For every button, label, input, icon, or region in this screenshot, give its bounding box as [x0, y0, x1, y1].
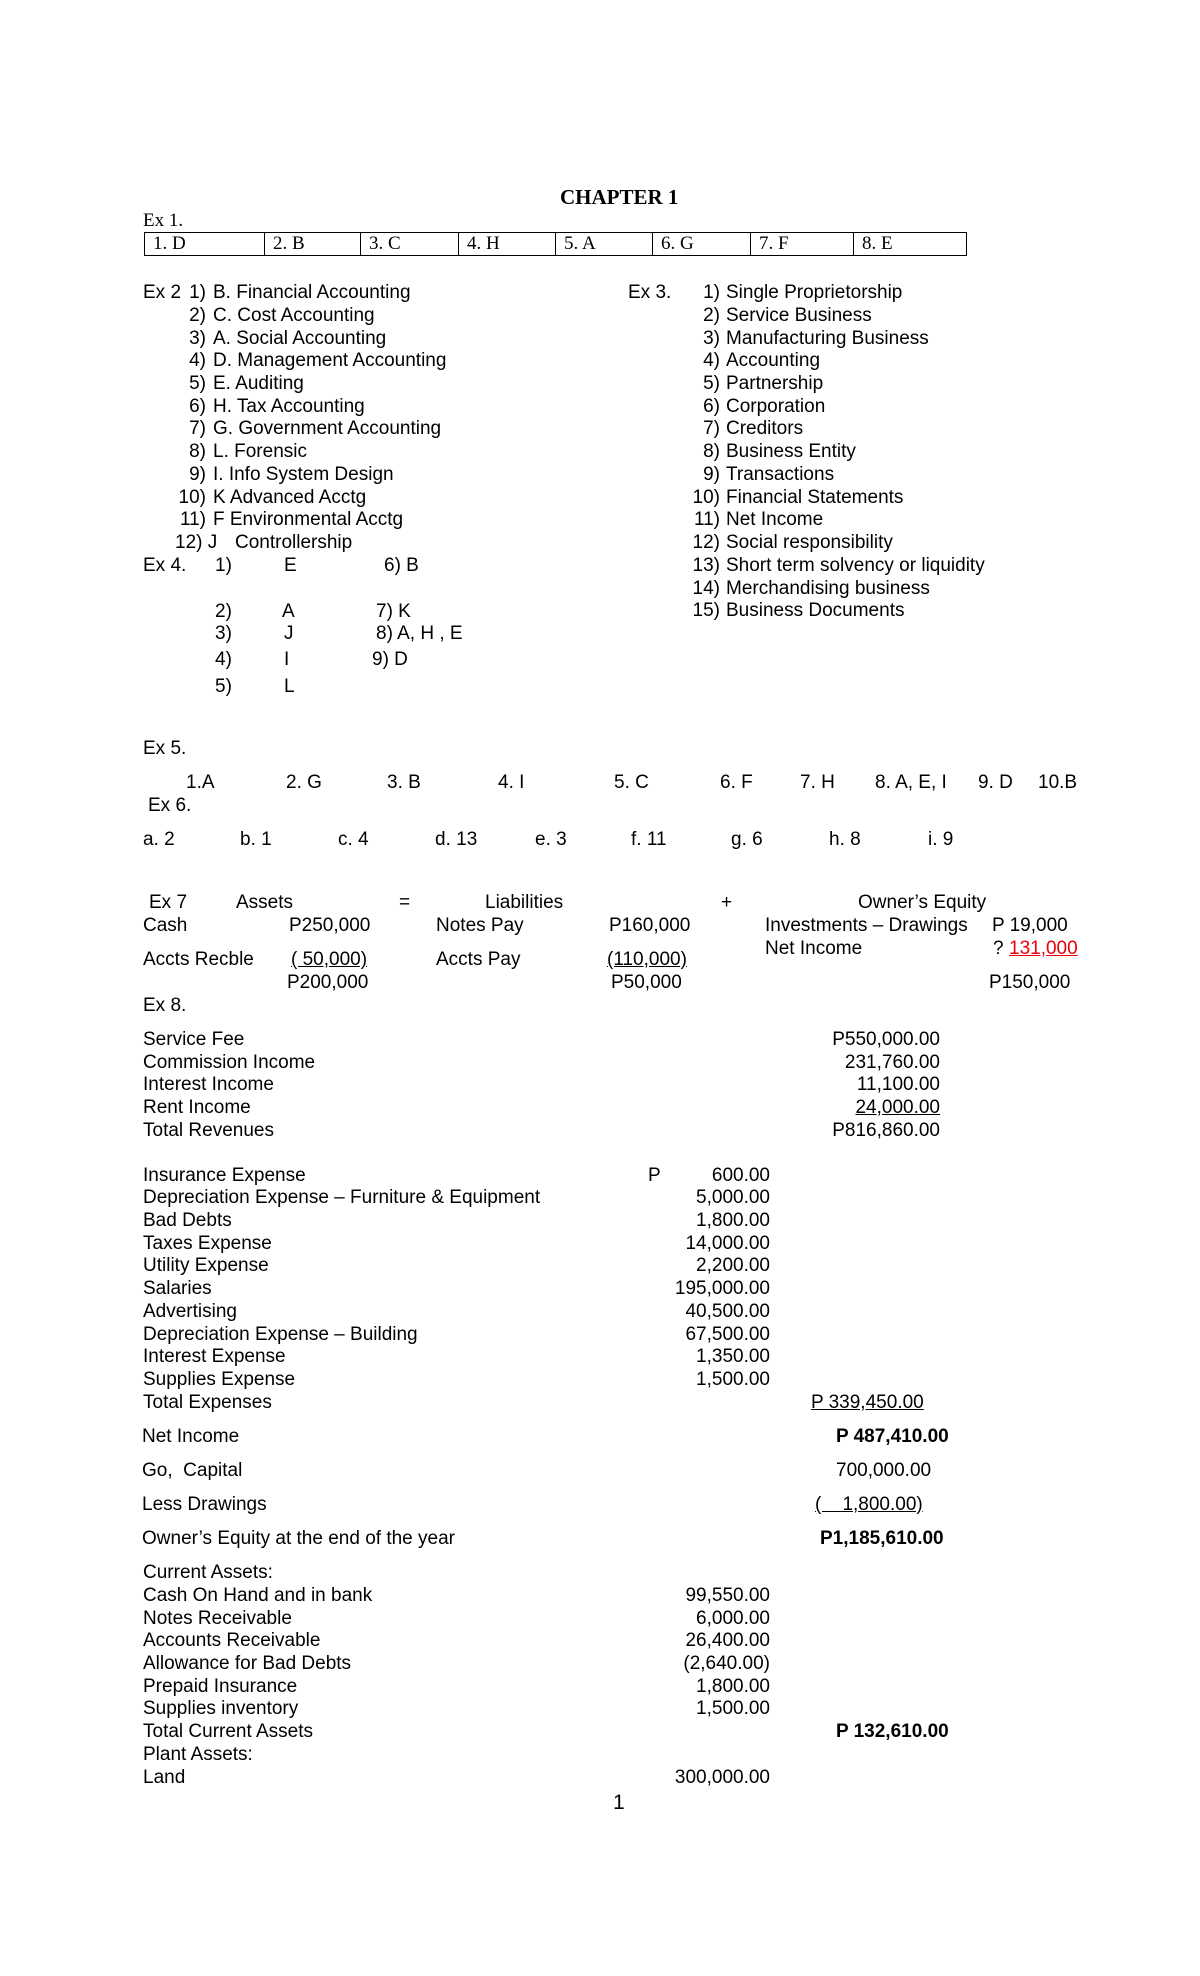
total-current-assets-label: Total Current Assets	[143, 1721, 314, 1742]
asset-value: (2,640.00)	[683, 1653, 770, 1674]
ex1-cell: 2. B	[265, 233, 361, 256]
chapter-title: CHAPTER 1	[560, 185, 679, 209]
ex2-item-number: 6)	[189, 396, 206, 417]
ex2-item-number: 11)	[179, 509, 206, 530]
ex3-item-text: Manufacturing Business	[726, 328, 929, 349]
revenue-label: Rent Income	[143, 1097, 251, 1118]
equity-end-value: P1,185,610.00	[820, 1528, 944, 1549]
expense-value: 600.00	[711, 1165, 770, 1186]
ex3-item-number: 2)	[703, 305, 720, 326]
ex6-answer: f. 11	[631, 829, 667, 850]
ex3-item-number: 10)	[692, 487, 720, 508]
ex5-answer: 9. D	[978, 772, 1013, 793]
ex1-cell: 8. E	[854, 233, 967, 256]
asset-label: Supplies inventory	[143, 1698, 299, 1719]
expense-value: 40,500.00	[685, 1301, 770, 1322]
net-income-label: Net Income	[142, 1426, 240, 1447]
expenses-currency-prefix: P	[648, 1165, 661, 1186]
cash-value: P250,000	[289, 915, 371, 936]
revenue-label: Interest Income	[143, 1074, 274, 1095]
net-income-question-mark: ?	[993, 938, 1004, 959]
ex2-item-number: 8)	[189, 441, 206, 462]
investments-label: Investments – Drawings	[765, 915, 968, 936]
revenue-value: 231,760.00	[844, 1052, 940, 1073]
ex6-answer: h. 8	[829, 829, 861, 850]
ex2-item-number: 1)	[189, 282, 206, 303]
ex3-item-number: 7)	[703, 418, 720, 439]
ex4-item-number: 1)	[215, 555, 232, 576]
ex3-item-number: 3)	[703, 328, 720, 349]
ex5-answer: 4. I	[498, 772, 525, 793]
ex3-item-number: 15)	[692, 600, 720, 621]
ex1-label: Ex 1.	[143, 210, 184, 231]
ex4-item-answer: A	[282, 601, 295, 622]
ex3-item-number: 13)	[692, 555, 720, 576]
revenue-label: Service Fee	[143, 1029, 245, 1050]
ex2-item-number: 7)	[189, 418, 206, 439]
expense-label: Supplies Expense	[143, 1369, 296, 1390]
ex4-item-answer: L	[284, 676, 295, 697]
ex2-item-number: 5)	[189, 373, 206, 394]
asset-label: Notes Receivable	[143, 1608, 292, 1629]
ex5-answer: 5. C	[614, 772, 649, 793]
ex3-item-text: Creditors	[726, 418, 804, 439]
ex2-item-text: K Advanced Acctg	[213, 487, 367, 508]
asset-label: Cash On Hand and in bank	[143, 1585, 373, 1606]
revenue-label: Commission Income	[143, 1052, 316, 1073]
expense-label: Interest Expense	[143, 1346, 286, 1367]
ex3-item-number: 14)	[692, 578, 720, 599]
expense-value: 2,200.00	[696, 1255, 770, 1276]
net-income-value: 131,000	[1009, 938, 1078, 959]
ex1-cell: 4. H	[459, 233, 556, 256]
notes-pay-value: P160,000	[609, 915, 691, 936]
total-revenues-label: Total Revenues	[143, 1120, 274, 1141]
ex3-item-text: Financial Statements	[726, 487, 904, 508]
asset-value: 1,800.00	[696, 1676, 770, 1697]
investments-value: P 19,000	[992, 915, 1068, 936]
expense-value: 14,000.00	[685, 1233, 770, 1254]
asset-value: 99,550.00	[685, 1585, 770, 1606]
ex4-item-number: 2)	[215, 601, 232, 622]
ex1-cell: 5. A	[556, 233, 653, 256]
ex2-item-number: 3)	[189, 328, 206, 349]
ex5-answer: 8. A, E, I	[875, 772, 947, 793]
ex6-answer: i. 9	[928, 829, 954, 850]
ex3-item-number: 6)	[703, 396, 720, 417]
ex6-label: Ex 6.	[148, 795, 192, 816]
ex1-cell: 7. F	[751, 233, 854, 256]
expense-label: Advertising	[143, 1301, 237, 1322]
revenue-value: P550,000.00	[832, 1029, 940, 1050]
ex4-label: Ex 4.	[143, 555, 187, 576]
accts-pay-value: (110,000)	[607, 949, 687, 970]
expense-value: 67,500.00	[685, 1324, 770, 1345]
asset-label: Accounts Receivable	[143, 1630, 321, 1651]
ex2-label: Ex 2	[143, 282, 182, 303]
ex3-item-number: 4)	[703, 350, 720, 371]
expense-value: 195,000.00	[674, 1278, 770, 1299]
ex3-item-text: Net Income	[726, 509, 824, 530]
expense-value: 1,800.00	[696, 1210, 770, 1231]
ex2-item-number: 2)	[189, 305, 206, 326]
plus-sign: +	[721, 892, 733, 913]
ex7-label: Ex 7	[149, 892, 188, 913]
ex3-item-number: 12)	[692, 532, 720, 553]
expense-label: Salaries	[143, 1278, 212, 1299]
expense-value: 5,000.00	[696, 1187, 770, 1208]
expense-label: Utility Expense	[143, 1255, 269, 1276]
cash-label: Cash	[143, 915, 188, 936]
ex5-answer: 7. H	[800, 772, 835, 793]
ex3-item-number: 8)	[703, 441, 720, 462]
ex1-cell: 6. G	[653, 233, 751, 256]
ex4-item-answer: 8) A, H , E	[376, 623, 463, 644]
ex1-cell: 1. D	[145, 233, 265, 256]
total-current-assets-value: P 132,610.00	[836, 1721, 949, 1742]
asset-value: 1,500.00	[696, 1698, 770, 1719]
net-income-value: P 487,410.00	[836, 1426, 949, 1447]
accts-pay-label: Accts Pay	[436, 949, 521, 970]
ex2-item-text: I. Info System Design	[213, 464, 394, 485]
ex3-item-text: Business Entity	[726, 441, 856, 462]
capital-label: Go, Capital	[142, 1460, 243, 1481]
notes-pay-label: Notes Pay	[436, 915, 524, 936]
plant-assets-header: Plant Assets:	[143, 1744, 253, 1765]
asset-label: Prepaid Insurance	[143, 1676, 298, 1697]
ex6-answer: c. 4	[338, 829, 369, 850]
ex5-answer: 3. B	[387, 772, 421, 793]
ex6-answer: b. 1	[240, 829, 272, 850]
ex4-item-number: 5)	[215, 676, 232, 697]
ex3-label: Ex 3.	[628, 282, 672, 303]
capital-value: 700,000.00	[836, 1460, 932, 1481]
revenue-value: 11,100.00	[856, 1074, 940, 1095]
ex3-item-number: 9)	[703, 464, 720, 485]
expense-value: 1,500.00	[696, 1369, 770, 1390]
expense-label: Depreciation Expense – Furniture & Equipment	[143, 1187, 541, 1208]
ex3-item-number: 1)	[703, 282, 720, 303]
ex3-item-text: Service Business	[726, 305, 872, 326]
asset-label: Allowance for Bad Debts	[143, 1653, 352, 1674]
ex4-item-number: 3)	[215, 623, 232, 644]
ex3-item-text: Single Proprietorship	[726, 282, 903, 303]
ex2-item-text: Controllership	[235, 532, 353, 553]
asset-value: 26,400.00	[685, 1630, 770, 1651]
ex2-item-text: B. Financial Accounting	[213, 282, 411, 303]
page-number: 1	[613, 1791, 625, 1814]
ex2-item-number: 10)	[178, 487, 206, 508]
ex4-item-answer: 6) B	[384, 555, 419, 576]
ex4-item-answer: I	[284, 649, 290, 670]
accts-recble-label: Accts Recble	[143, 949, 254, 970]
ex2-item-text: D. Management Accounting	[213, 350, 447, 371]
expense-label: Depreciation Expense – Building	[143, 1324, 418, 1345]
equity-header: Owner’s Equity	[858, 892, 987, 913]
ex2-item-text: L. Forensic	[213, 441, 307, 462]
land-value: 300,000.00	[674, 1767, 770, 1788]
asset-value: 6,000.00	[696, 1608, 770, 1629]
ex4-item-answer: J	[284, 623, 294, 644]
ex5-answer: 10.B	[1038, 772, 1078, 793]
ex3-item-number: 11)	[693, 509, 720, 530]
ex4-item-answer: 9) D	[372, 649, 408, 670]
current-assets-header: Current Assets:	[143, 1562, 273, 1583]
ex3-item-text: Merchandising business	[726, 578, 930, 599]
ex1-answer-table	[144, 232, 967, 256]
ex5-label: Ex 5.	[143, 738, 187, 759]
revenue-value: 24,000.00	[855, 1097, 940, 1118]
ex2-item-text: H. Tax Accounting	[213, 396, 365, 417]
ex2-item-number: 4)	[189, 350, 206, 371]
ex2-item-text: E. Auditing	[213, 373, 304, 394]
ex3-item-text: Transactions	[726, 464, 835, 485]
ex8-label: Ex 8.	[143, 995, 187, 1016]
ex3-item-text: Business Documents	[726, 600, 905, 621]
drawings-label: Less Drawings	[142, 1494, 267, 1515]
ex3-item-text: Partnership	[726, 373, 824, 394]
liabilities-header: Liabilities	[485, 892, 564, 913]
ex4-item-answer: 7) K	[376, 601, 411, 622]
ex2-item-text: G. Government Accounting	[213, 418, 442, 439]
total-expenses-label: Total Expenses	[143, 1392, 272, 1413]
ex3-item-text: Short term solvency or liquidity	[726, 555, 985, 576]
ex2-item-text: F Environmental Acctg	[213, 509, 404, 530]
ex5-answer: 1.A	[186, 772, 215, 793]
ex6-answer: d. 13	[435, 829, 478, 850]
total-equity: P150,000	[989, 972, 1071, 993]
ex3-item-text: Social responsibility	[726, 532, 893, 553]
drawings-value: ( 1,800.00)	[815, 1494, 923, 1515]
ex2-item-text: A. Social Accounting	[213, 328, 387, 349]
ex2-item-number: 9)	[189, 464, 206, 485]
total-revenues-value: P816,860.00	[832, 1120, 940, 1141]
expense-label: Bad Debts	[143, 1210, 232, 1231]
ex3-item-text: Corporation	[726, 396, 826, 417]
ex1-cell: 3. C	[361, 233, 459, 256]
expense-label: Taxes Expense	[143, 1233, 272, 1254]
land-label: Land	[143, 1767, 186, 1788]
ex5-answer: 6. F	[720, 772, 753, 793]
expense-label: Insurance Expense	[143, 1165, 306, 1186]
ex3-item-text: Accounting	[726, 350, 821, 371]
ex3-item-number: 5)	[703, 373, 720, 394]
net-income-label: Net Income	[765, 938, 863, 959]
ex6-answer: a. 2	[143, 829, 175, 850]
equals-sign: =	[399, 892, 411, 913]
ex6-answer: g. 6	[731, 829, 763, 850]
ex2-item-text: C. Cost Accounting	[213, 305, 375, 326]
equity-end-label: Owner’s Equity at the end of the year	[142, 1528, 455, 1549]
total-assets: P200,000	[287, 972, 369, 993]
total-expenses-value: P 339,450.00	[811, 1392, 924, 1413]
ex2-item-number: 12) J	[175, 532, 218, 553]
ex4-item-answer: E	[284, 555, 297, 576]
assets-header: Assets	[236, 892, 294, 913]
ex5-answer: 2. G	[286, 772, 322, 793]
ex6-answer: e. 3	[535, 829, 567, 850]
total-liabilities: P50,000	[611, 972, 682, 993]
accts-recble-value: ( 50,000)	[291, 949, 368, 970]
expense-value: 1,350.00	[696, 1346, 770, 1367]
ex4-item-number: 4)	[215, 649, 232, 670]
